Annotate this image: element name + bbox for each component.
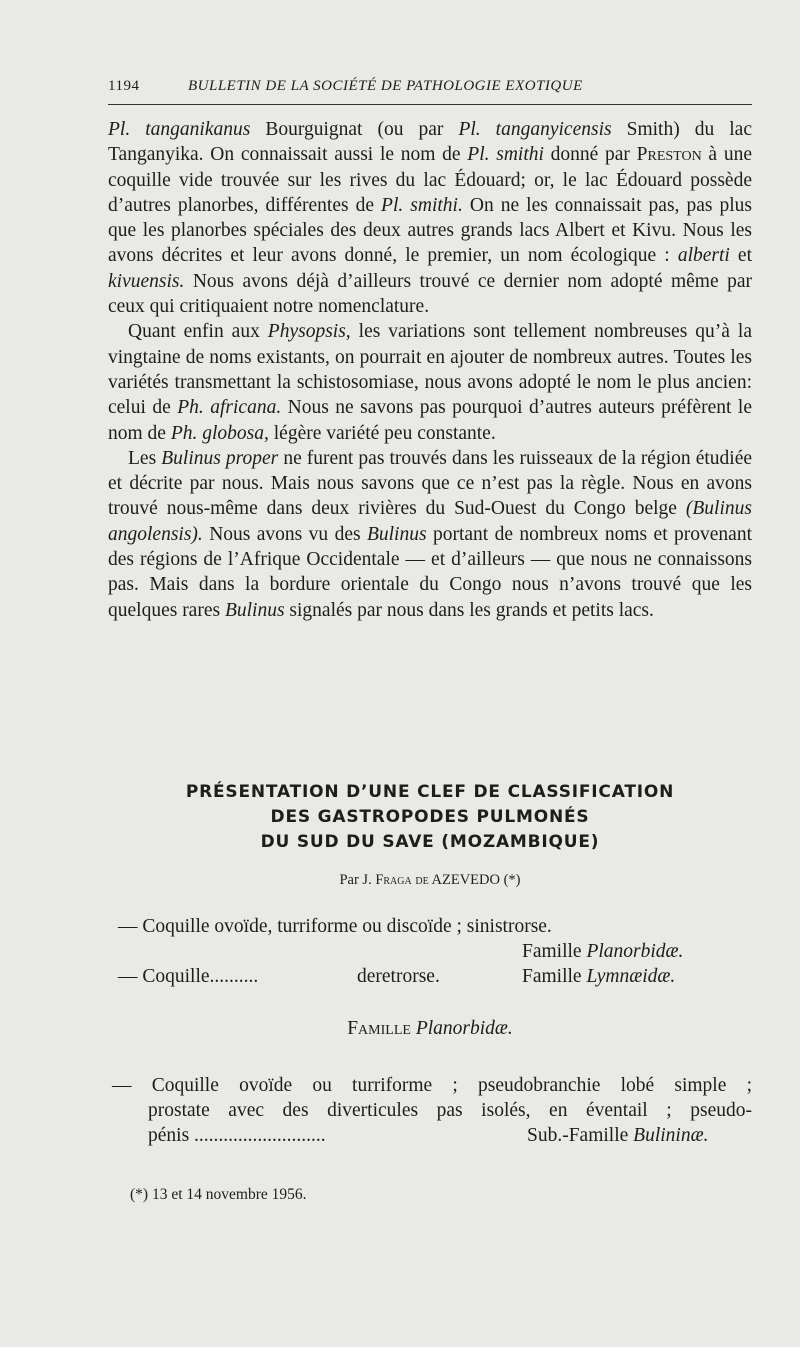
key-line-3: — Coquille ovoïde ou turriforme ; pseudobranchie lobé simple ; bbox=[112, 1075, 752, 1096]
paragraph-3 bbox=[108, 446, 752, 623]
author-name: AZEVEDO (*) bbox=[428, 872, 521, 888]
italic-run: Bulinus bbox=[366, 523, 427, 545]
text-run: Nous ne savons pas pourquoi d’autres auteurs préfèrent le nom de bbox=[108, 397, 752, 444]
page-number: 1194 bbox=[108, 78, 140, 94]
text-run: Nous avons vu des bbox=[202, 523, 367, 545]
article-title bbox=[108, 780, 752, 855]
text-run: Nous avons déjà d’ailleurs trouvé ce dernier nom adopté même par ceux qui critiquaient notre nomenclature. bbox=[108, 270, 752, 318]
italic-run: Pl. smithi. bbox=[381, 194, 463, 216]
family-heading-name: Planorbidæ. bbox=[415, 1018, 513, 1039]
family-heading bbox=[108, 1018, 752, 1040]
article-title-line: DES GASTROPODES PULMONÉS bbox=[270, 807, 590, 827]
key-line-5-left: pénis ........................... bbox=[148, 1125, 326, 1146]
subfamily-label: Sub.-Famille bbox=[527, 1125, 634, 1146]
italic-run: alberti bbox=[677, 245, 730, 267]
key-line-4: prostate avec des diverticules pas isolés, en éventail ; pseudo- bbox=[148, 1100, 752, 1121]
text-run: ne furent pas trouvés dans les ruisseaux de la région étudiée et décrite par nous. Mais nous savons que ce n’est pas la règle. Nous en avons trouvé nous-même dans deux rivières du Sud-Ouest du Congo belge bbox=[108, 447, 753, 520]
article-title-line: PRÉSENTATION D’UNE CLEF DE CLASSIFICATION bbox=[185, 782, 675, 802]
text-run: On ne les connaissait pas, pas plus que les planorbes spéciales des deux autres grands lacs Albert et Kivu. Nous les avons décrites et leur avons donné, le premier, un nom écologique : bbox=[108, 194, 752, 267]
key-family-2 bbox=[522, 964, 675, 989]
text-run: légère variété peu constante. bbox=[268, 422, 496, 444]
italic-run: (Bulinus angolensis). bbox=[108, 498, 752, 545]
key-line-1: — Coquille ovoïde, turriforme ou discoïde ; sinistrorse. bbox=[118, 916, 552, 937]
paragraph-2 bbox=[108, 319, 752, 445]
key-family-1 bbox=[522, 939, 683, 964]
author-particle: Fraga de bbox=[375, 872, 429, 888]
text-run: à une coquille vide trouvée sur les rives du lac Édouard; or, le lac Édouard possède d’autres planorbes, différentes de bbox=[108, 144, 752, 216]
family-name: Planorbidæ. bbox=[586, 941, 684, 962]
family-label: Famille bbox=[522, 966, 587, 987]
key-line-2-mid: deretrorse. bbox=[357, 966, 440, 987]
italic-run: Ph. africana. bbox=[177, 397, 282, 419]
header-rule bbox=[108, 104, 752, 105]
journal-title: BULLETIN DE LA SOCIÉTÉ DE PATHOLOGIE EXOTIQUE bbox=[188, 78, 583, 94]
small-caps-run: Preston bbox=[636, 144, 702, 166]
article-author bbox=[108, 872, 752, 889]
italic-run: Pl. smithi bbox=[467, 144, 544, 166]
text-run: donné par bbox=[543, 144, 637, 166]
subfamily-name: Bulininæ. bbox=[633, 1125, 709, 1146]
key-subfamily bbox=[527, 1123, 708, 1148]
italic-run: Ph. globosa, bbox=[170, 422, 269, 444]
author-prefix: Par J. bbox=[339, 872, 376, 888]
family-label: Famille bbox=[522, 941, 587, 962]
footnote: (*) 13 et 14 novembre 1956. bbox=[130, 1186, 307, 1203]
text-run: et bbox=[729, 245, 752, 267]
family-heading-label: Famille bbox=[347, 1018, 411, 1039]
text-run: Quant enfin aux bbox=[128, 321, 268, 343]
paragraph-1 bbox=[108, 117, 752, 319]
text-run: Bourguignat (ou par bbox=[250, 119, 459, 140]
text-run: signalés par nous dans les grands et petits lacs. bbox=[284, 599, 654, 621]
italic-run: Pl. tanganikanus bbox=[108, 119, 251, 140]
text-run: Les bbox=[128, 447, 162, 469]
text-run: Smith) du lac Tanganyika. On connaissait aussi le nom de bbox=[108, 119, 752, 166]
article-title-line: DU SUD DU SAVE (MOZAMBIQUE) bbox=[260, 832, 600, 852]
key-line-2-left: — Coquille.......... bbox=[118, 966, 259, 987]
italic-run: kivuensis. bbox=[108, 270, 185, 292]
text-run: portant de nombreux noms et provenant des régions de l’Afrique Occidentale — et d’ailleurs — que nous ne connaissons pas. Mais dans la bordure orientale du Congo nous n’avons trouvé que les quelques rares bbox=[108, 523, 752, 621]
body-text bbox=[108, 117, 752, 623]
italic-run: Physopsis, bbox=[267, 321, 351, 343]
italic-run: Bulinus bbox=[224, 599, 285, 621]
text-run: les variations sont tellement nombreuses qu’à la vingtaine de noms existants, on pourrait en ajouter de nombreux autres. Toutes les variétés transmettant la schistosomiase, nous avons adopté le nom le plus ancien: celui de bbox=[108, 321, 752, 419]
family-name: Lymnæidæ. bbox=[586, 966, 676, 987]
italic-run: Pl. tanganyicensis bbox=[458, 119, 612, 140]
italic-run: Bulinus proper bbox=[161, 447, 279, 469]
